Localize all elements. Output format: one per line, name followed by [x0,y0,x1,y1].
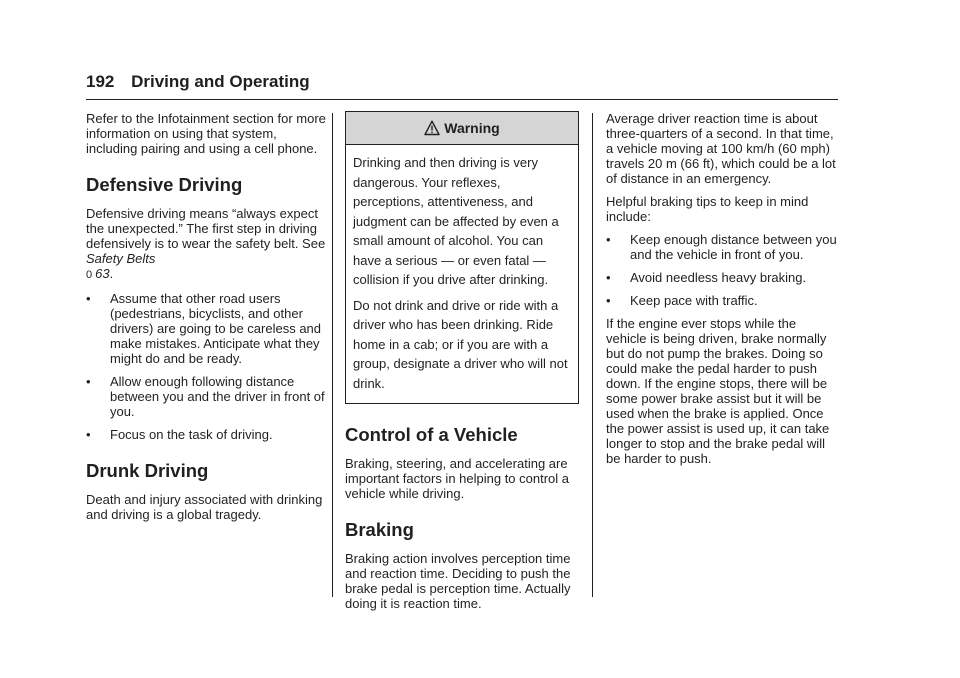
bullet-icon: • [606,270,611,285]
warning-header [346,112,578,145]
defensive-text: Defensive driving means “always expect the unexpected.” The first step in driving defensively is to wear the safety belt. See [86,206,326,251]
page-header [86,72,310,92]
intro-paragraph: Refer to the Infotainment section for more information on using that system, including pairing and using a cell phone. [86,111,326,156]
warning-paragraph: Drinking and then driving is very dangerous. Your reflexes, perceptions, attentiveness, and judgment can be affected by even a small amount of alcohol. You can have a serious — or even fatal — collision if you drive after drinking. [353,155,559,287]
engine-stop-paragraph: If the engine ever stops while the vehicle is being driven, brake normally but do not pump the brakes. Doing so could make the pedal harder to push down. If the engine stops, there will be some power brake assist but it will be used when the brake is applied. Once the power assist is used up, it can take longer to stop and the brake pedal will be harder to push. [606,316,830,466]
warning-box [345,111,579,404]
page-reference-icon: 0 [86,269,93,281]
safety-belts-link[interactable]: Safety Belts [86,251,156,266]
heading-drunk-driving: Drunk Driving [86,460,209,481]
page-reference-number[interactable]: 63 [95,266,110,281]
list-item: • Focus on the task of driving. [86,427,273,442]
heading-braking: Braking [345,519,414,540]
warning-title: Warning [444,119,500,136]
list-item: • Keep pace with traffic. [606,293,758,308]
header-rule [86,99,838,100]
tips-intro: Helpful braking tips to keep in mind include: [606,194,809,224]
bullet-icon: • [86,374,91,389]
bullet-icon: • [606,293,611,308]
warning-body [346,145,578,403]
column-middle [345,111,579,619]
list-item: • Allow enough following distance between you and the driver in front of you. [86,374,325,419]
list-item: • Avoid needless heavy braking. [606,270,807,285]
defensive-bullet-list [86,291,326,442]
heading-control-of-vehicle: Control of a Vehicle [345,424,518,445]
braking-paragraph: Braking action involves perception time and reaction time. Deciding to push the brake pedal is perception time. Actually doing it is reaction time. [345,551,571,611]
column-left [86,111,326,530]
warning-paragraph: Do not drink and drive or ride with a driver who has been drinking. Ride home in a cab; or if you are with a group, designate a driver who will not drink. [353,297,568,391]
section-title: Driving and Operating [131,72,310,91]
bullet-icon: • [86,427,91,442]
list-item: • Assume that other road users (pedestrians, bicyclists, and other drivers) are going to be careless and make mistakes. Anticipate what they might do and be ready. [86,291,322,366]
list-item: • Keep enough distance between you and the vehicle in front of you. [606,232,837,262]
defensive-paragraph: Defensive driving means “always expect the unexpected.” The first step in driving defensively is to wear the safety belt. See Safety Belts 0 63. [86,206,326,281]
column-divider [332,113,333,597]
bullet-icon: • [86,291,91,306]
warning-icon [424,120,440,136]
bullet-icon: • [606,232,611,247]
column-right [606,111,838,474]
heading-defensive-driving: Defensive Driving [86,174,243,195]
page-number: 192 [86,72,115,91]
drunk-paragraph: Death and injury associated with drinking and driving is a global tragedy. [86,492,323,522]
reaction-paragraph: Average driver reaction time is about three-quarters of a second. In that time, a vehicle moving at 100 km/h (60 mph) travels 20 m (66 ft), which could be a lot of distance in an emergency. [606,111,836,186]
control-paragraph: Braking, steering, and accelerating are important factors in helping to control a vehicle while driving. [345,456,570,501]
braking-tips-list [606,232,838,308]
column-divider [592,113,593,597]
